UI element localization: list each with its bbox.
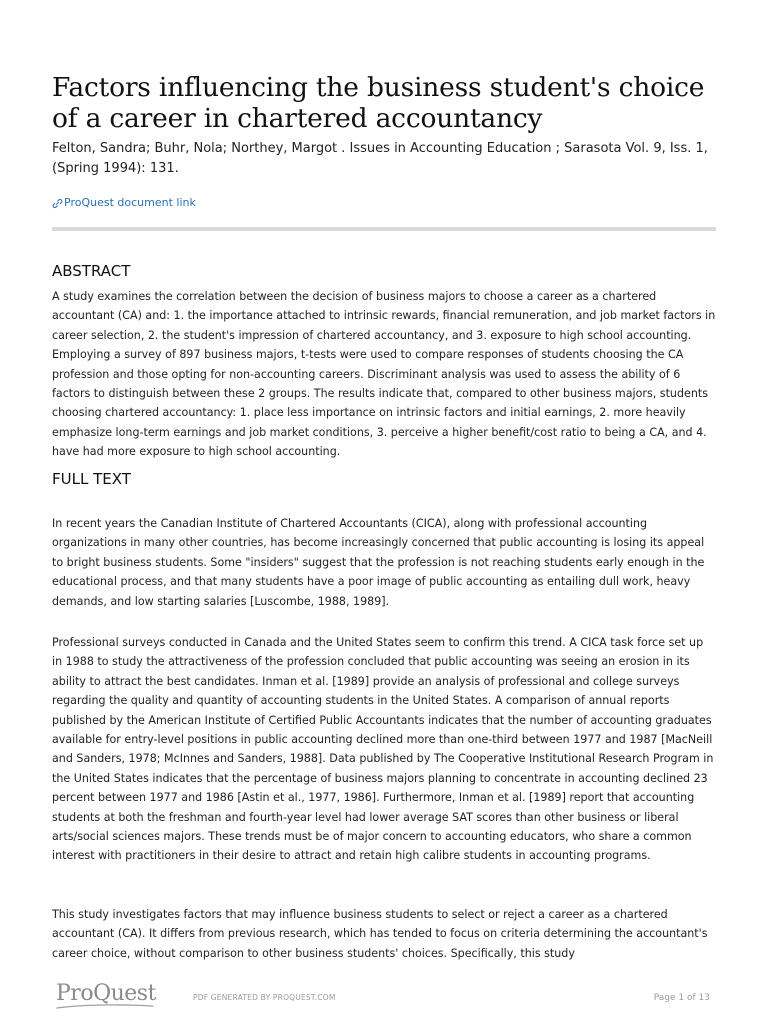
proquest-document-link[interactable]	[52, 195, 196, 211]
abstract-text: A study examines the correlation between the decision of business majors to choose a career as a chartered accountant (CA) and: 1. the importance attached to intrinsic rewards, financial remuneration, and job market factors in career selection, 2. the student's impression of chartered accountancy, and 3. exposure to high school accounting. Employing a survey of 897 business majors, t-tests were used to compare responses of students choosing the CA profession and those opting for non-accounting careers. Discriminant analysis was used to assess the ability of 6 factors to distinguish between these 2 groups. The results indicate that, compared to other business majors, students choosing chartered accountancy: 1. place less importance on intrinsic factors and initial earnings, 2. more heavily emphasize long-term earnings and job market conditions, 3. perceive a higher benefit/cost ratio to being a CA, and 4. have had more exposure to high school accounting.	[52, 290, 716, 459]
citation: Felton, Sandra; Buhr, Nola; Northey, Margot . Issues in Accounting Education ; Sarasota Vol. 9, Iss. 1, (Spring 1994): 131.	[52, 141, 708, 176]
full-text-paragraph: Professional surveys conducted in Canada and the United States seem to confirm this trend. A CICA task force set up in 1988 to study the attractiveness of the profession concluded that public accounting was seeing an erosion in its ability to attract the best candidates. Inman et al. [1989] provide an analysis of professional and college surveys regarding the quality and quantity of accounting students in the United States. A comparison of annual reports published by the American Institute of Certified Public Accountants indicates that the number of accounting graduates available for entry-level positions in public accounting declined more than one-third between 1977 and 1987 [MacNeill and Sanders, 1978; McInnes and Sanders, 1988]. Data published by The Cooperative Institutional Research Program in the United States indicates that the percentage of business majors planning to concentrate in accounting declined 23 percent between 1977 and 1986 [Astin et al., 1977, 1986]. Furthermore, Inman et al. [1989] report that accounting students at both the freshman and fourth-year level had lower average SAT scores than other business or liberal arts/social sciences majors. These trends must be of major concern to accounting educators, who share a common interest with practitioners in their desire to attract and retain high calibre students in accounting programs.	[52, 636, 714, 863]
generated-by-note: PDF GENERATED BY PROQUEST.COM	[193, 993, 336, 1002]
full-text-paragraph: In recent years the Canadian Institute of Chartered Accountants (CICA), along with professional accounting organizations in many other countries, has become increasingly concerned that public accounting is losing its appeal to bright business students. Some "insiders" suggest that the profession is not reaching students early enough in the educational process, and that many students have a poor image of public accounting as entailing dull work, heavy demands, and low starting salaries [Luscombe, 1988, 1989].	[52, 517, 705, 608]
full-text-paragraph: This study investigates factors that may influence business students to select or reject a career as a chartered accountant (CA). It differs from previous research, which has tended to focus on criteria determining the accountant's career choice, without comparison to other business students' choices. Specifically, this study	[52, 908, 708, 960]
document-page	[52, 0, 716, 1024]
abstract-heading: ABSTRACT	[52, 262, 131, 280]
page-footer	[0, 975, 768, 1024]
logo-swoosh-icon	[55, 1003, 155, 1011]
section-divider	[52, 227, 716, 231]
proquest-logo: ProQuest	[56, 981, 156, 1006]
link-icon	[52, 198, 63, 209]
document-title: Factors influencing the business student's choice of a career in chartered accountancy	[52, 72, 705, 134]
full-text-heading: FULL TEXT	[52, 470, 131, 488]
proquest-document-link-label: ProQuest document link	[64, 196, 196, 209]
page-indicator: Page 1 of 13	[653, 993, 710, 1003]
